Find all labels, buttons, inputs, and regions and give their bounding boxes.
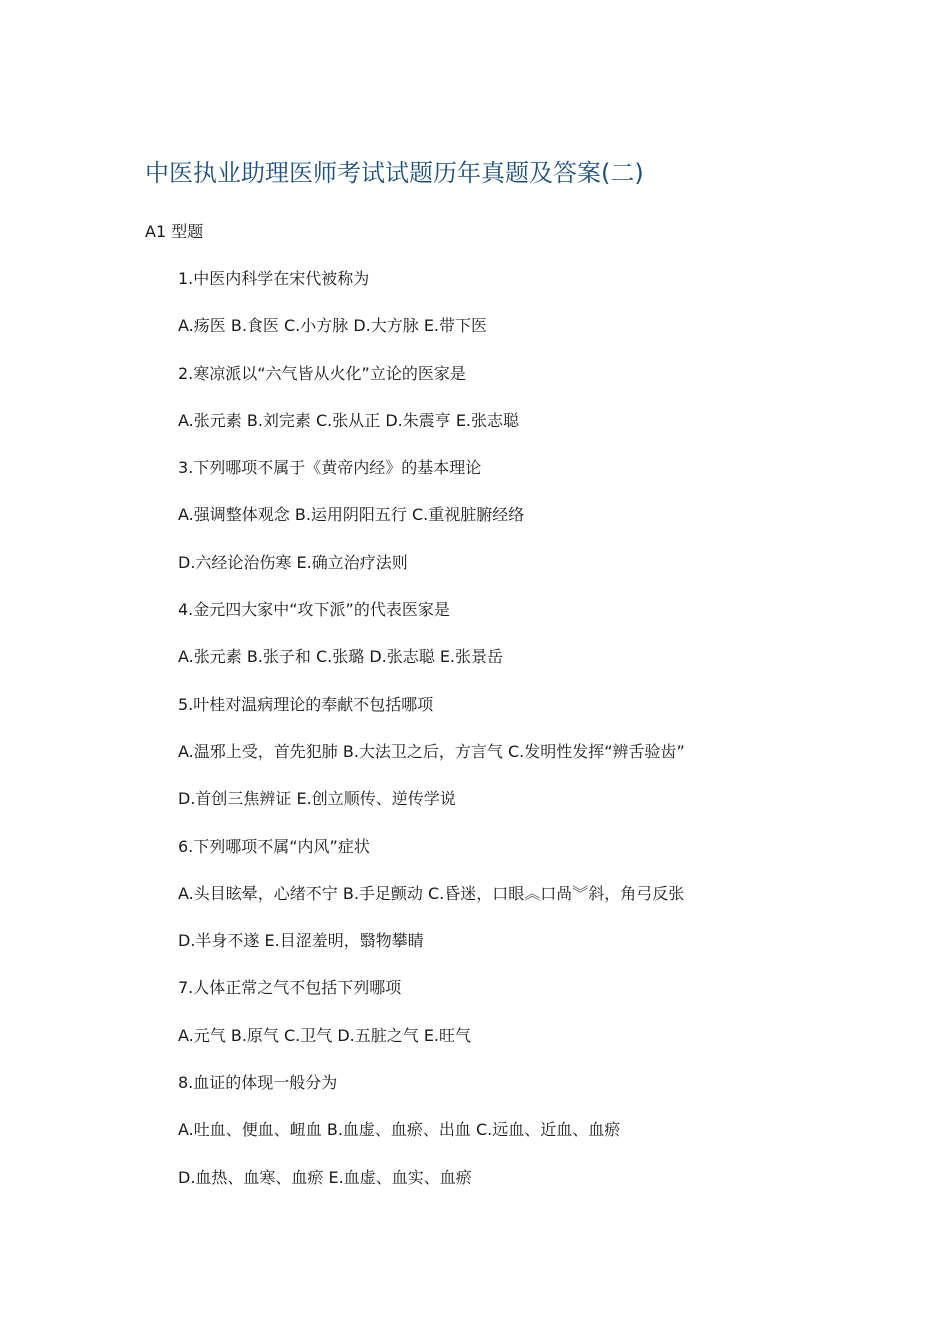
question-stem: 6.下列哪项不属“内风”症状 [178, 836, 370, 856]
question-stem: 5.叶桂对温病理论的奉献不包括哪项 [178, 694, 434, 714]
question-stem: 4.金元四大家中“攻下派”的代表医家是 [178, 600, 450, 620]
answer-options: D.首创三焦辨证 E.创立顺传、逆传学说 [178, 789, 456, 809]
question-list [178, 267, 918, 1213]
answer-options: D.六经论治伤寒 E.确立治疗法则 [178, 552, 408, 572]
document-title: 中医执业助理医师考试试题历年真题及答案(二) [145, 159, 644, 187]
answer-options: A.吐血、便血、衄血 B.血虚、血瘀、出血 C.远血、近血、血瘀 [178, 1120, 621, 1140]
answer-options: A.强调整体观念 B.运用阴阳五行 C.重视脏腑经络 [178, 505, 525, 525]
question-stem: 7.人体正常之气不包括下列哪项 [178, 978, 402, 998]
answer-options: A.张元素 B.刘完素 C.张从正 D.朱震亨 E.张志聪 [178, 410, 520, 430]
answer-options: A.疡医 B.食医 C.小方脉 D.大方脉 E.带下医 [178, 316, 488, 336]
answer-options: D.半身不遂 E.目涩羞明，翳物攀睛 [178, 931, 424, 951]
answer-options: A.元气 B.原气 C.卫气 D.五脏之气 E.旺气 [178, 1025, 472, 1045]
question-stem: 8.血证的体现一般分为 [178, 1073, 338, 1093]
answer-options: A.头目眩晕，心绪不宁 B.手足颤动 C.昏迷，口眼︽口咼︾斜，角弓反张 [178, 883, 685, 903]
question-stem: 1.中医内科学在宋代被称为 [178, 269, 370, 288]
answer-options: A.温邪上受，首先犯肺 B.大法卫之后，方言气 C.发明性发挥“辨舌验齿” [178, 741, 685, 761]
answer-options: A.张元素 B.张子和 C.张璐 D.张志聪 E.张景岳 [178, 647, 504, 667]
question-stem: 3.下列哪项不属于《黄帝内经》的基本理论 [178, 458, 482, 478]
answer-options: D.血热、血寒、血瘀 E.血虚、血实、血瘀 [178, 1167, 472, 1187]
question-stem: 2.寒凉派以“六气皆从火化”立论的医家是 [178, 363, 466, 383]
section-heading: A1 型题 [145, 222, 204, 241]
